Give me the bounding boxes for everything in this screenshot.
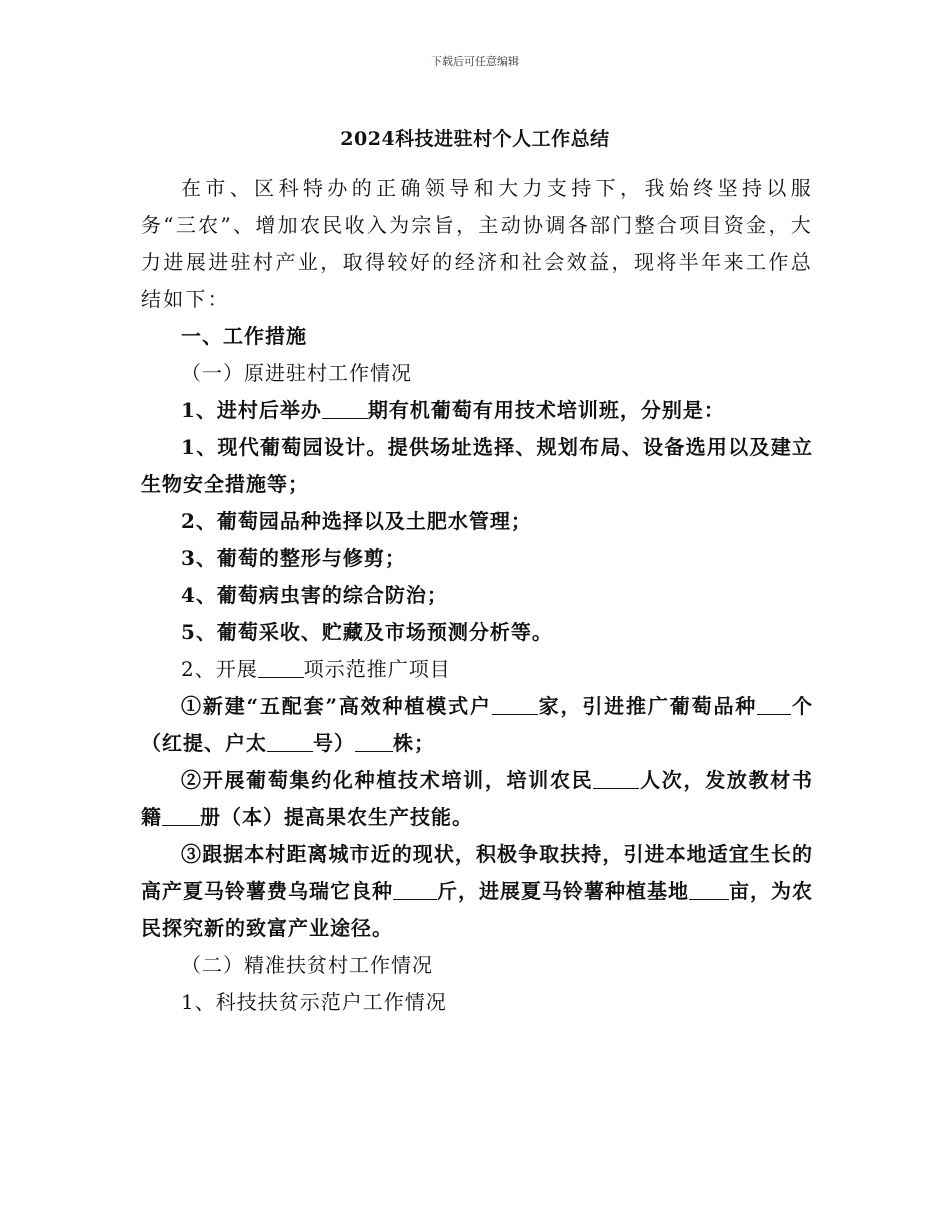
list-item-2: 2、葡萄园品种选择以及土肥水管理；: [181, 509, 532, 533]
fill-blank: [593, 766, 639, 789]
fill-blank: [393, 877, 437, 900]
item-demonstration-prefix: 2、开展: [181, 657, 258, 681]
fill-blank: [267, 729, 313, 752]
subsection-heading-poverty-village: （二）精准扶贫村工作情况: [181, 953, 433, 977]
circled-item-1-text-d: 号）: [313, 731, 355, 755]
item-training-prefix: 1、进村后举办: [181, 398, 322, 422]
item-training: [141, 392, 813, 429]
item-demonstration: [141, 651, 813, 688]
document-body: [141, 170, 813, 1021]
list-item-1: 1、现代葡萄园设计。提供场址选择、规划布局、设备选用以及建立生物安全措施等；: [141, 435, 813, 496]
circled-item-3: [141, 836, 813, 947]
circled-item-2-text-b: 人次，发放教材书籍: [141, 768, 814, 829]
circled-item-2: [141, 762, 813, 836]
fill-blank: [355, 729, 393, 752]
circled-item-3-text-a: ③跟据本村距离城市近的现状，积极争取扶持，引进本地适宜生长的高产夏马铃薯费乌瑞它良种: [141, 842, 813, 903]
circled-item-3-text-c: 亩，为农民探究新的致富产业途径。: [141, 879, 813, 940]
fill-blank: [258, 655, 304, 678]
circled-item-1-text-b: 家，引进推广葡萄品种: [537, 694, 758, 718]
list-item-3: 3、葡萄的整形与修剪；: [181, 546, 406, 570]
header-note: 下载后可任意编辑: [431, 55, 519, 68]
section-heading-measures: 一、工作措施: [181, 324, 307, 348]
item-training-suffix: 期有机葡萄有用技术培训班，分别是：: [367, 398, 725, 422]
fill-blank: [492, 692, 538, 715]
intro-paragraph: 在市、区科特办的正确领导和大力支持下，我始终坚持以服务“三农”、增加农民收入为宗旨，主动协调各部门整合项目资金，大力进展进驻村产业，取得较好的经济和社会效益，现将半年来工作总结如下：: [141, 176, 813, 311]
item-demonstration-suffix: 项示范推广项目: [303, 657, 451, 681]
circled-item-1-text-a: ①新建“五配套”高效种植模式户: [181, 694, 492, 718]
fill-blank: [162, 803, 200, 826]
circled-item-1-text-c: 个（红提、户太: [141, 694, 814, 755]
fill-blank: [689, 877, 729, 900]
circled-item-2-text-c: 册（本）提高果农生产技能。: [200, 805, 473, 829]
subsection-heading-original-village: （一）原进驻村工作情况: [181, 361, 412, 385]
fill-blank: [757, 692, 791, 715]
document-title: 2024科技进驻村个人工作总结: [340, 128, 610, 150]
list-item-4: 4、葡萄病虫害的综合防治；: [181, 583, 448, 607]
circled-item-3-text-b: 斤，进展夏马铃薯种植基地: [437, 879, 689, 903]
circled-item-1: [141, 688, 813, 762]
item-demo-households: 1、科技扶贫示范户工作情况: [181, 990, 447, 1014]
circled-item-2-text-a: ②开展葡萄集约化种植技术培训，培训农民: [181, 768, 594, 792]
fill-blank: [322, 396, 368, 419]
circled-item-1-text-e: 株；: [393, 731, 435, 755]
list-item-5: 5、葡萄采收、贮藏及市场预测分析等。: [181, 620, 553, 644]
